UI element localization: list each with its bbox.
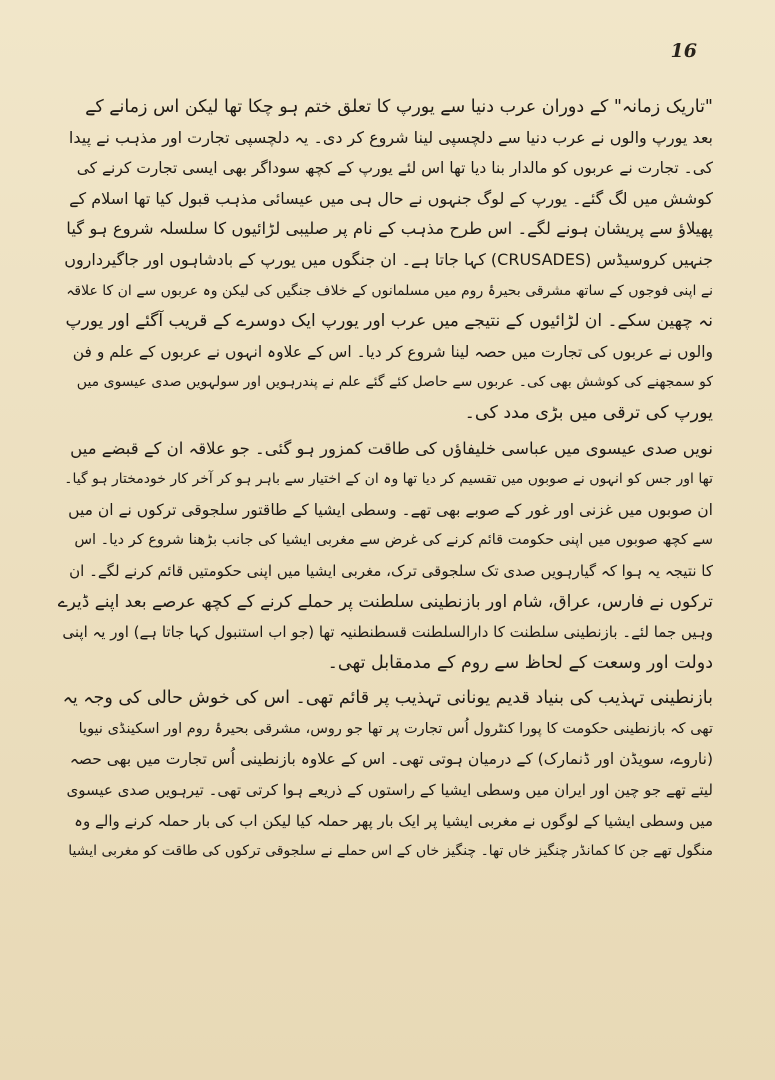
text-line: والوں نے عربوں کی تجارت میں حصہ لینا شروع کر دیا۔ اس کے علاوہ انہوں نے عربوں کے علم و فن bbox=[72, 342, 713, 361]
text-line: کی۔ تجارت نے عربوں کو مالدار بنا دیا تھا اس لئے یورپ کے کچھ سوداگر بھی ایسی تجارت کرنے کی bbox=[76, 159, 713, 178]
text-line: پھیلاؤ سے پریشان ہونے لگے۔ اس طرح مذہب کے نام پر صلیبی لڑائیوں کا سلسلہ شروع ہو گیا bbox=[66, 219, 713, 239]
text-line: دولت اور وسعت کے لحاظ سے روم کے مدمقابل تھی۔ bbox=[327, 652, 713, 673]
text-line: نے اپنی فوجوں کے ساتھ مشرقی بحیرۂ روم میں مسلمانوں کے خلاف جنگیں کی لیکن وہ عربوں سے ان کا علاقہ bbox=[66, 282, 713, 299]
text-line: منگول تھے جن کا کمانڈر چنگیز خاں تھا۔ چنگیز خاں کے اس حملے نے سلجوقی ترکوں کی طاقت کو مغربی ایشیا bbox=[68, 843, 713, 860]
text-line: کو سمجھنے کی کوشش بھی کی۔ عربوں سے حاصل کئے گئے علم نے پندرہویں اور سولہویں صدی عیسوی میں bbox=[76, 374, 713, 391]
page-body bbox=[58, 92, 713, 867]
paragraph bbox=[58, 434, 713, 679]
text-line: کا نتیجہ یہ ہوا کہ گیارہویں صدی تک سلجوقی ترک، مغربی ایشیا میں اپنی حکومتیں قائم کرنے لگے۔ ان bbox=[69, 561, 713, 580]
text-line: جنہیں کروسیڈس (CRUSADES) کہا جاتا ہے۔ ان جنگوں میں یورپ کے بادشاہوں اور جاگیرداروں bbox=[64, 249, 713, 269]
paragraph bbox=[58, 92, 713, 429]
text-line: تھا اور جس کو انہوں نے صوبوں میں تقسیم کر دیا تھا وہ ان کے اختیار سے باہر ہو کر آخر کار خودمختار ہو گیا۔ bbox=[64, 471, 713, 488]
text-line: لیتے تھے جو چین اور ایران میں وسطی ایشیا کے راستوں کے ذریعے ہوا کرتی تھی۔ تیرہویں صدی عیسوی bbox=[66, 781, 713, 800]
text-line: سے کچھ صوبوں میں اپنی حکومت قائم کرنے کی غرض سے مغربی ایشیا کی جانب بڑھنا شروع کر دیا۔ اس bbox=[74, 532, 713, 549]
text-line: "تاریک زمانہ" کے دوران عرب دنیا سے یورپ کا تعلق ختم ہو چکا تھا لیکن اس زمانے کے bbox=[85, 97, 713, 117]
text-line: تھی کہ بازنطینی حکومت کا پورا کنٹرول اُس تجارت پر تھا جو روس، مشرقی بحیرۂ روم اور اسکینڈی نیویا bbox=[78, 720, 713, 737]
text-line: ان صوبوں میں غزنی اور غور کے صوبے بھی تھے۔ وسطی ایشیا کے طاقتور سلجوقی ترکوں نے ان میں bbox=[68, 500, 713, 519]
text-line: میں وسطی ایشیا کے لوگوں نے مغربی ایشیا پر ایک بار پھر حملہ کیا لیکن اب کی بار حملہ کرنے والے وہ bbox=[74, 811, 713, 830]
page-number: 16 bbox=[670, 40, 697, 62]
text-line: یورپ کی ترقی میں بڑی مدد کی۔ bbox=[464, 402, 713, 423]
text-line: بعد یورپ والوں نے عرب دنیا سے دلچسپی لینا شروع کر دی۔ یہ دلچسپی تجارت اور مذہب نے پیدا bbox=[68, 127, 713, 147]
text-line: (ناروے، سویڈن اور ڈنمارک) کے درمیان ہوتی تھی۔ اس کے علاوہ بازنطینی اُس تجارت میں بھی حصہ bbox=[69, 750, 713, 769]
text-line: بازنطینی تہذیب کی بنیاد قدیم یونانی تہذیب پر قائم تھی۔ اس کی خوش حالی کی وجہ یہ bbox=[62, 688, 713, 709]
text-line: نہ چھین سکے۔ ان لڑائیوں کے نتیجے میں عرب اور یورپ ایک دوسرے کے قریب آگئے اور یورپ bbox=[65, 311, 713, 332]
text-line: وہیں جما لئے۔ بازنطینی سلطنت کا دارالسلطنت قسطنطنیہ تھا (جو اب استنبول کہا جاتا ہے) اور یہ اپنی bbox=[62, 623, 713, 642]
text-line: نویں صدی عیسوی میں عباسی خلیفاؤں کی طاقت کمزور ہو گئی۔ جو علاقہ ان کے قبضے میں bbox=[70, 438, 713, 458]
text-line: کوشش میں لگ گئے۔ یورپ کے لوگ جنہوں نے حال ہی میں عیسائی مذہب قبول کیا تھا اسلام کے bbox=[69, 188, 713, 208]
text-line: ترکوں نے فارس، عراق، شام اور بازنطینی سلطنت پر حملے کرنے کے کچھ عرصے بعد اپنے ڈیرے bbox=[58, 591, 713, 612]
paragraph bbox=[58, 683, 713, 867]
